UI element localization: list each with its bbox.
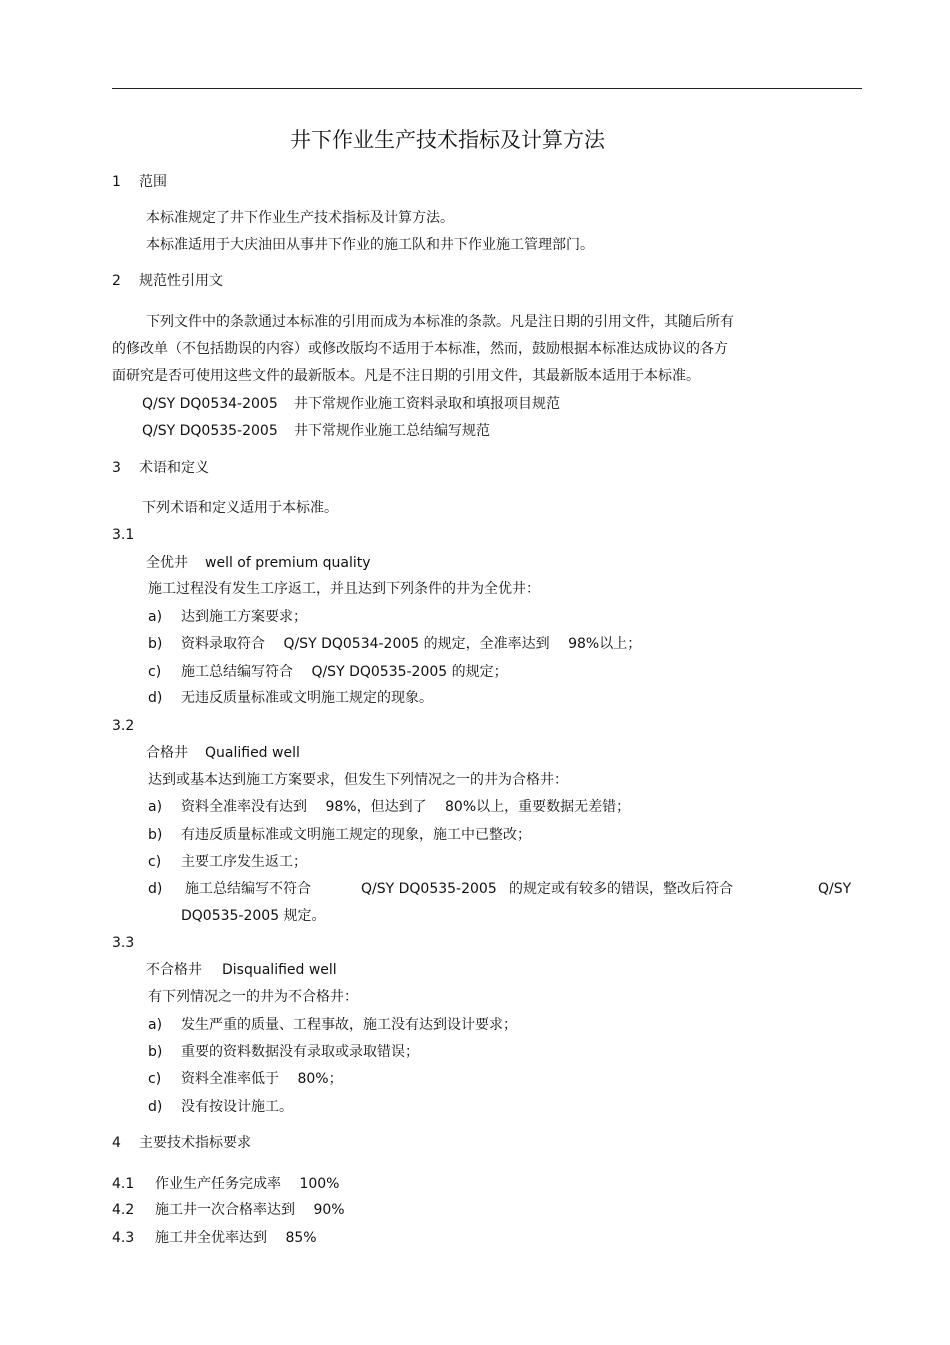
list-item-label: b) <box>148 1044 163 1060</box>
list-item-text: 施工总结编写符合 Q/SY DQ0535-2005 的规定； <box>181 664 508 680</box>
requirement-text: 作业生产任务完成率 100% <box>155 1176 340 1192</box>
section-3-intro: 下列术语和定义适用于本标准。 <box>142 500 338 516</box>
reference-title: 井下常规作业施工总结编写规范 <box>294 423 490 439</box>
section-1-number: 1 <box>112 174 121 190</box>
list-item-continuation: DQ0535-2005 规定。 <box>181 908 326 924</box>
list-item-text: 资料录取符合 Q/SY DQ0534-2005 的规定，全准率达到 98%以上； <box>181 636 642 652</box>
definition-term-en: Disqualified well <box>222 962 337 978</box>
section-2-line-2: 的修改单（不包括勘误的内容）或修改版均不适用于本标准，然而，鼓励根据本标准达成协议的各方 <box>112 341 728 357</box>
definition-term-en: Qualified well <box>205 745 300 761</box>
section-2-number: 2 <box>112 273 121 289</box>
reference-title: 井下常规作业施工资料录取和填报项目规范 <box>294 396 560 412</box>
list-item-label: b) <box>148 636 163 652</box>
list-item-label: d) <box>148 1099 163 1115</box>
header-rule <box>112 88 862 89</box>
section-4-heading: 主要技术指标要求 <box>139 1135 251 1151</box>
list-item-text: 重要的资料数据没有录取或录取错误； <box>181 1044 419 1060</box>
list-item-label: c) <box>148 854 162 870</box>
definition-number: 3.3 <box>112 935 135 951</box>
list-item-label: a) <box>148 799 163 815</box>
list-item-text: 没有按设计施工。 <box>181 1099 293 1115</box>
list-item-code: Q/SY DQ0535-2005 <box>361 881 497 897</box>
definition-term-en: well of premium quality <box>205 555 371 571</box>
requirement-number: 4.2 <box>112 1202 135 1218</box>
section-1-heading: 范围 <box>139 174 167 190</box>
list-item-code: Q/SY <box>818 881 852 897</box>
list-item-label: a) <box>148 609 163 625</box>
definition-description: 施工过程没有发生工序返工，并且达到下列条件的井为全优井： <box>148 581 540 597</box>
section-2-heading: 规范性引用文 <box>139 273 223 289</box>
requirement-text: 施工井全优率达到 85% <box>155 1230 317 1246</box>
section-2-line-1: 下列文件中的条款通过本标准的引用而成为本标准的条款。凡是注日期的引用文件，其随后所有 <box>146 314 734 330</box>
list-item-label: b) <box>148 827 163 843</box>
definition-number: 3.2 <box>112 718 135 734</box>
definition-term: 全优井 <box>146 555 188 571</box>
list-item-label: d) <box>148 881 163 897</box>
section-2-line-3: 面研究是否可使用这些文件的最新版本。凡是不注日期的引用文件，其最新版本适用于本标准。 <box>112 368 700 384</box>
definition-term: 不合格井 <box>146 962 202 978</box>
definition-description: 达到或基本达到施工方案要求，但发生下列情况之一的井为合格井： <box>148 772 568 788</box>
section-4-number: 4 <box>112 1135 121 1151</box>
list-item-text: 资料全准率没有达到 98%，但达到了 80%以上，重要数据无差错； <box>181 799 631 815</box>
list-item-label: a) <box>148 1017 163 1033</box>
list-item-text: 主要工序发生返工； <box>181 854 307 870</box>
requirement-number: 4.3 <box>112 1230 135 1246</box>
list-item-text: 施工总结编写不符合 <box>185 881 311 897</box>
list-item-label: c) <box>148 1071 162 1087</box>
list-item-text: 无违反质量标准或文明施工规定的现象。 <box>181 690 433 706</box>
definition-term: 合格井 <box>146 745 188 761</box>
definition-description: 有下列情况之一的井为不合格井： <box>148 989 358 1005</box>
list-item-text: 达到施工方案要求； <box>181 609 307 625</box>
section-1-para-1: 本标准规定了井下作业生产技术指标及计算方法。 <box>146 210 454 226</box>
document-title: 井下作业生产技术指标及计算方法 <box>290 128 605 152</box>
list-item-text: 有违反质量标准或文明施工规定的现象，施工中已整改； <box>181 827 531 843</box>
requirement-text: 施工井一次合格率达到 90% <box>155 1202 345 1218</box>
section-1-para-2: 本标准适用于大庆油田从事井下作业的施工队和井下作业施工管理部门。 <box>146 237 594 253</box>
section-3-number: 3 <box>112 460 121 476</box>
list-item-label: c) <box>148 664 162 680</box>
definition-number: 3.1 <box>112 527 135 543</box>
reference-code: Q/SY DQ0534-2005 <box>142 396 278 412</box>
reference-code: Q/SY DQ0535-2005 <box>142 423 278 439</box>
section-3-heading: 术语和定义 <box>139 460 209 476</box>
list-item-text: 的规定或有较多的错误，整改后符合 <box>509 881 733 897</box>
requirement-number: 4.1 <box>112 1176 135 1192</box>
list-item-label: d) <box>148 690 163 706</box>
list-item-text: 资料全准率低于 80%； <box>181 1071 343 1087</box>
list-item-text: 发生严重的质量、工程事故，施工没有达到设计要求； <box>181 1017 517 1033</box>
